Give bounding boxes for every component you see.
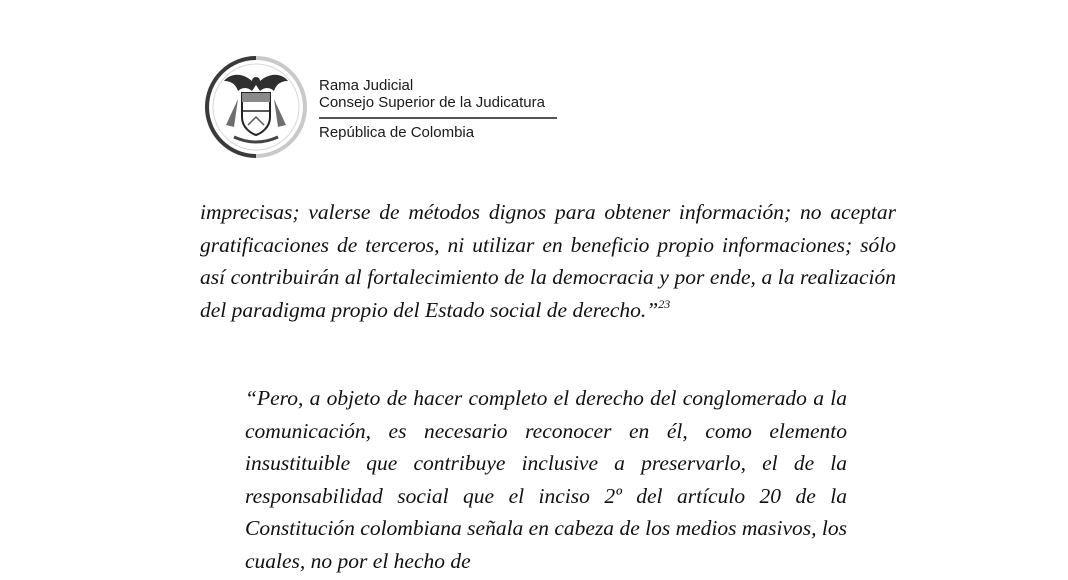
colombia-coat-of-arms-icon bbox=[204, 55, 308, 159]
issuing-authority bbox=[319, 77, 557, 141]
body-paragraph bbox=[200, 196, 896, 326]
header-divider bbox=[319, 117, 557, 119]
letterhead bbox=[204, 55, 564, 160]
body-paragraph-text: imprecisas; valerse de métodos dignos para obtener información; no aceptar gratificaciones de terceros, ni utilizar en beneficio propio informaciones; sólo así contribuirán al fortalecimiento de la democracia y por ende, a la realización del paradigma propio del Estado social de derecho.” bbox=[200, 200, 896, 322]
header-line-rama: Rama Judicial bbox=[319, 77, 414, 94]
footnote-reference[interactable]: 23 bbox=[658, 296, 671, 311]
header-line-republica: República de Colombia bbox=[319, 124, 475, 141]
block-quote: “Pero, a objeto de hacer completo el derecho del conglomerado a la comunicación, es necesario reconocer en él, como elemento insustituible que contribuye inclusive a preservarlo, el de la responsabilidad social que el inciso 2º del artículo 20 de la Constitución colombiana señala en cabeza de los medios masivos, los cuales, no por el hecho de bbox=[245, 386, 847, 573]
header-line-consejo: Consejo Superior de la Judicatura bbox=[319, 94, 545, 111]
